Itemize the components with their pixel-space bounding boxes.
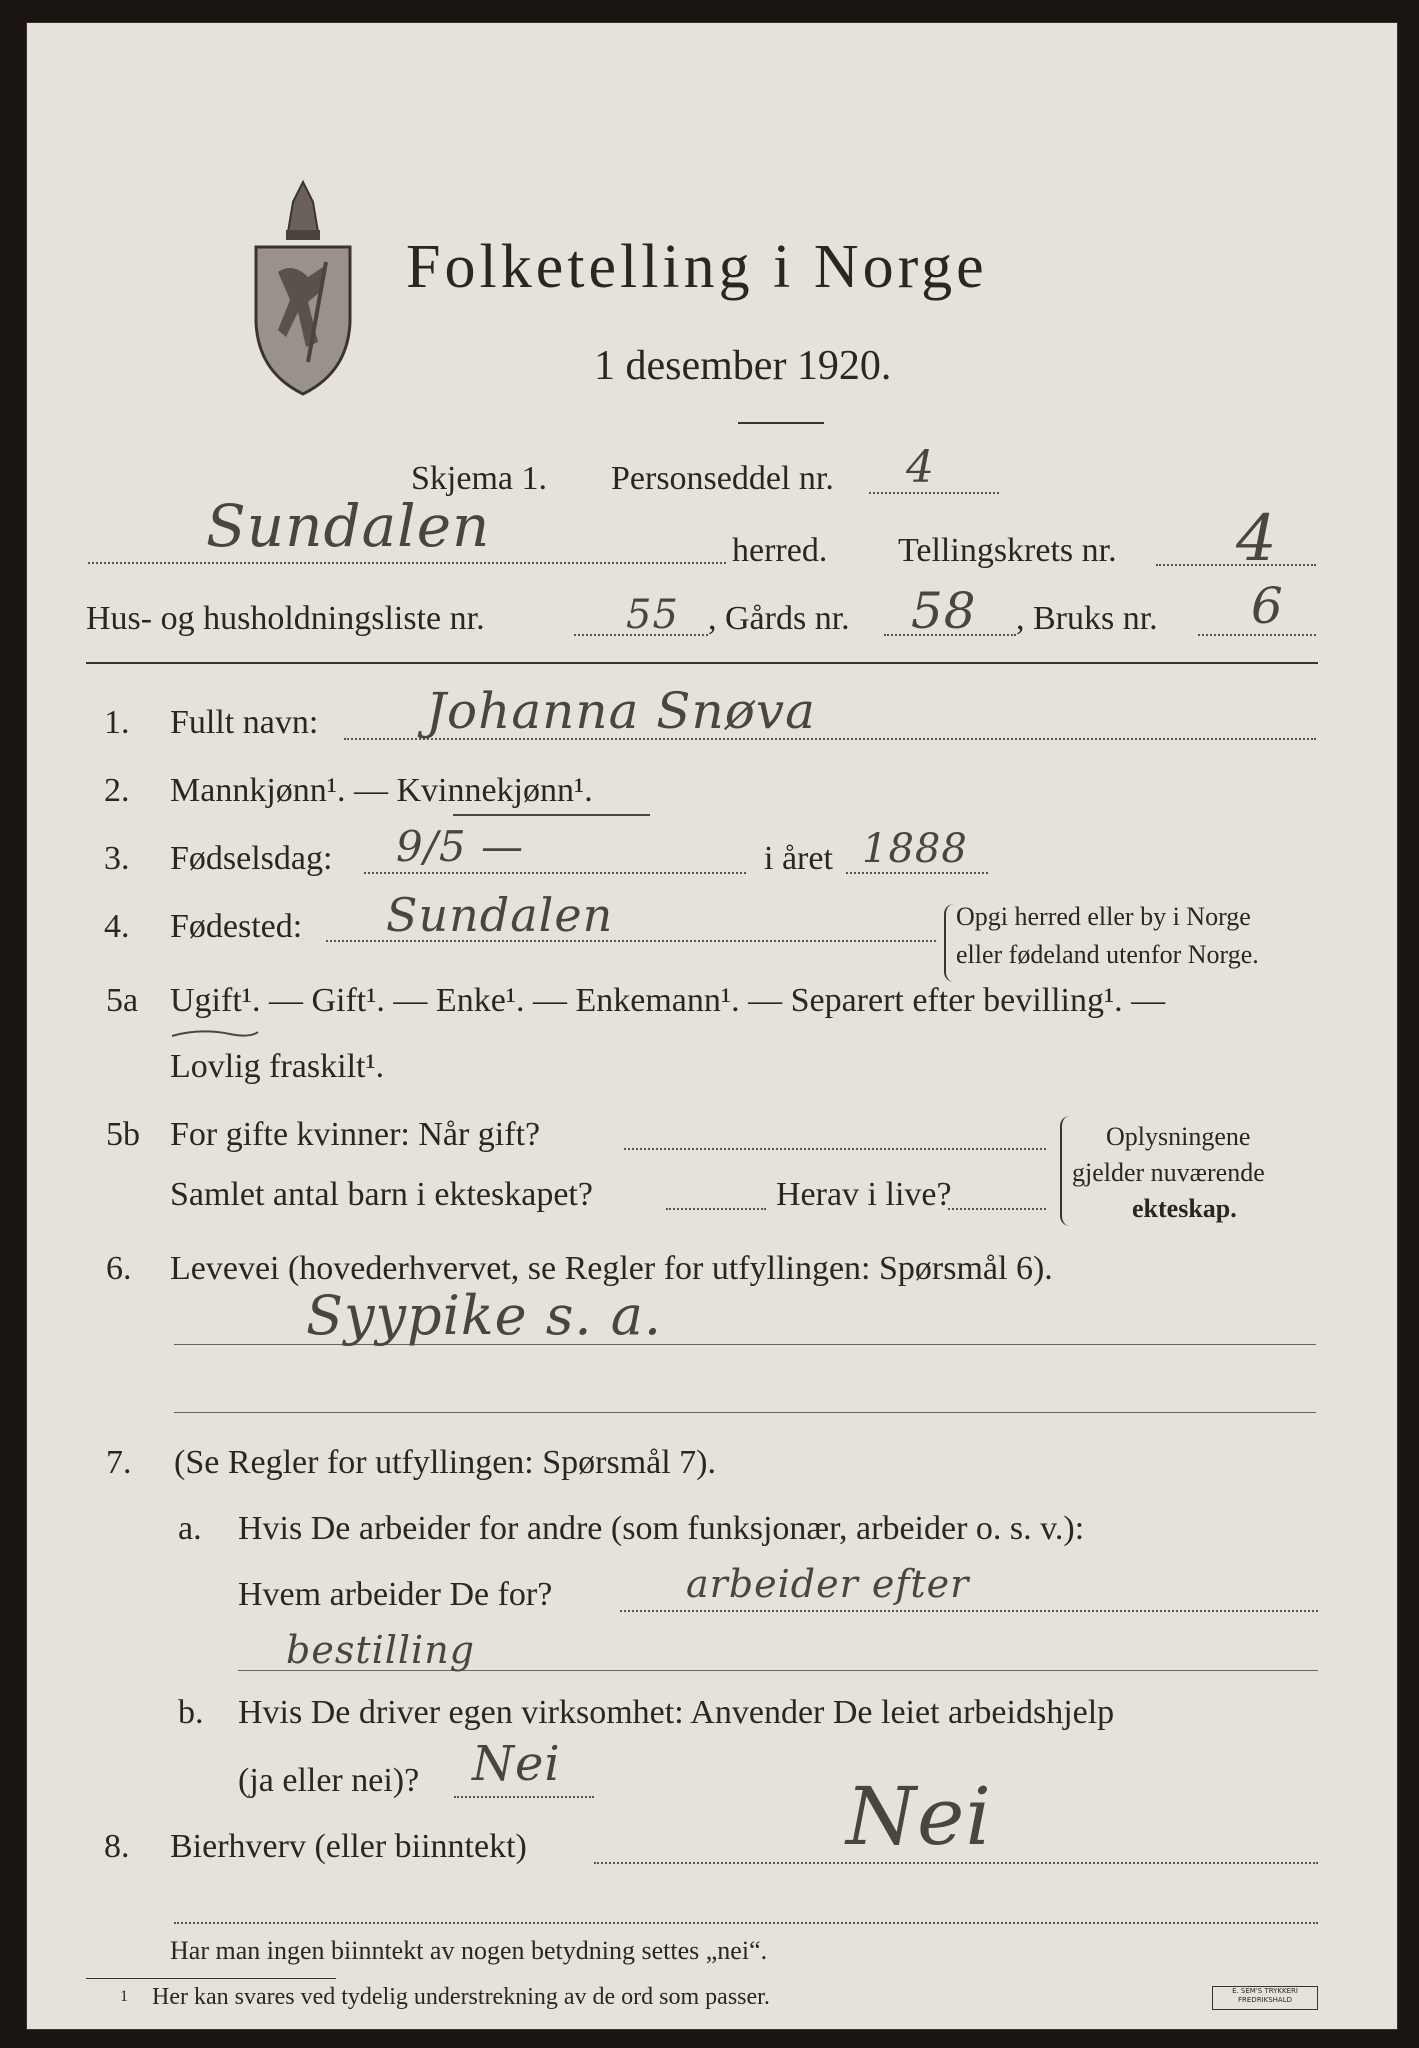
q5b-brace (1060, 1116, 1072, 1226)
herred-line (88, 562, 726, 564)
husholdningsliste-label: Hus- og husholdningsliste nr. (86, 600, 485, 637)
q5b-note-1: Oplysningene (1106, 1122, 1251, 1151)
q7-label: (Se Regler for utfyllingen: Spørsmål 7). (174, 1444, 717, 1481)
printer-stamp: E. SEM'S TRYKKERI FREDRIKSHALD (1212, 1986, 1318, 2010)
q5b-alive-label: Herav i live? (776, 1176, 952, 1213)
q7b-letter: b. (178, 1694, 204, 1731)
personseddel-value: 4 (906, 442, 935, 493)
skjema-label: Skjema 1. (411, 460, 547, 497)
year-label: i året (764, 840, 833, 877)
q1-label: Fullt navn: (170, 704, 319, 741)
q7b-line2: (ja eller nei)? (238, 1762, 420, 1799)
married-when-line (624, 1148, 1046, 1150)
header-divider (86, 662, 1318, 664)
title-divider (738, 422, 824, 424)
census-form (26, 22, 1398, 2030)
q7a-line1: Hvis De arbeider for andre (som funksjonær, arbeider o. s. v.): (238, 1510, 1085, 1547)
form-title: Folketelling i Norge (406, 233, 988, 301)
q5b-line1: For gifte kvinner: Når gift? (170, 1116, 541, 1153)
q4-note-2: eller fødeland utenfor Norge. (956, 940, 1259, 969)
q1-number: 1. (104, 704, 130, 741)
full-name-value: Johanna Snøva (426, 682, 816, 740)
marital-status-options: Ugift¹. — Gift¹. — Enke¹. — Enkemann¹. — Separert efter bevilling¹. — (170, 982, 1166, 1019)
q7-number: 7. (106, 1444, 132, 1481)
q6-label: Levevei (hovederhvervet, se Regler for utfyllingen: Spørsmål 6). (170, 1250, 1053, 1287)
q5a-number: 5a (106, 982, 139, 1019)
footnote-divider (86, 1978, 336, 1979)
birth-date-value: 9/5 — (396, 822, 524, 871)
q6-line-2 (174, 1412, 1316, 1413)
gender-options: Mannkjønn¹. — Kvinnekjønn¹. (170, 772, 593, 809)
q3-number: 3. (104, 840, 130, 877)
children-line (666, 1208, 766, 1210)
coat-of-arms-icon (248, 172, 358, 397)
q7a-letter: a. (178, 1510, 202, 1547)
bruks-value: 6 (1251, 577, 1284, 635)
q7a-line2: Hvem arbeider De for? (238, 1576, 553, 1613)
birthplace-value: Sundalen (386, 888, 614, 942)
husholdningsliste-value: 55 (626, 592, 679, 638)
nei-instruction: Har man ingen biinntekt av nogen betydning settes „nei“. (170, 1936, 768, 1965)
occupation-value: Syypike s. a. (306, 1284, 663, 1347)
ugift-underline (170, 1028, 260, 1042)
census-date: 1 desember 1920. (594, 343, 892, 389)
footnote-mark: 1 (120, 1988, 128, 2005)
birth-year-value: 1888 (862, 826, 968, 872)
side-income-value: Nei (846, 1770, 992, 1863)
q6-number: 6. (106, 1250, 132, 1287)
q4-label: Fødested: (170, 908, 303, 945)
q3-line (364, 872, 746, 874)
employer-line-1 (620, 1610, 1318, 1612)
hired-help-value: Nei (472, 1736, 561, 1792)
herred-value: Sundalen (206, 492, 491, 560)
footnote-text: Her kan svares ved tydelig understrekning av de ord som passer. (152, 1984, 770, 2010)
q5b-number: 5b (106, 1116, 140, 1153)
q5b-note-2: gjelder nuværende (1072, 1158, 1265, 1187)
q5b-note-3: ekteskap. (1132, 1194, 1237, 1223)
gender-underline (453, 814, 650, 816)
gaards-label: , Gårds nr. (708, 600, 850, 637)
tellingskrets-value: 4 (1236, 502, 1278, 576)
bruks-label: , Bruks nr. (1016, 600, 1158, 637)
alive-line (948, 1208, 1046, 1210)
q2-number: 2. (104, 772, 130, 809)
q5b-children-label: Samlet antal barn i ekteskapet? (170, 1176, 593, 1213)
q7b-line1: Hvis De driver egen virksomhet: Anvender De leiet arbeidshjelp (238, 1694, 1115, 1731)
q8-number: 8. (104, 1828, 130, 1865)
year-line (846, 872, 988, 874)
employer-value-2: bestilling (286, 1628, 475, 1672)
q8-line-2 (174, 1922, 1318, 1924)
gaards-value: 58 (911, 582, 977, 640)
hired-help-line (454, 1796, 594, 1798)
personseddel-label: Personseddel nr. (611, 460, 834, 497)
marital-status-options-2: Lovlig fraskilt¹. (170, 1048, 385, 1085)
q4-note-1: Opgi herred eller by i Norge (956, 902, 1251, 931)
employer-value-1: arbeider efter (686, 1562, 970, 1606)
q4-number: 4. (104, 908, 130, 945)
q8-label: Bierhverv (eller biinntekt) (170, 1828, 527, 1865)
tellingskrets-label: Tellingskrets nr. (898, 532, 1117, 569)
q4-brace (944, 904, 954, 982)
q3-label: Fødselsdag: (170, 840, 333, 877)
herred-label: herred. (732, 532, 828, 569)
